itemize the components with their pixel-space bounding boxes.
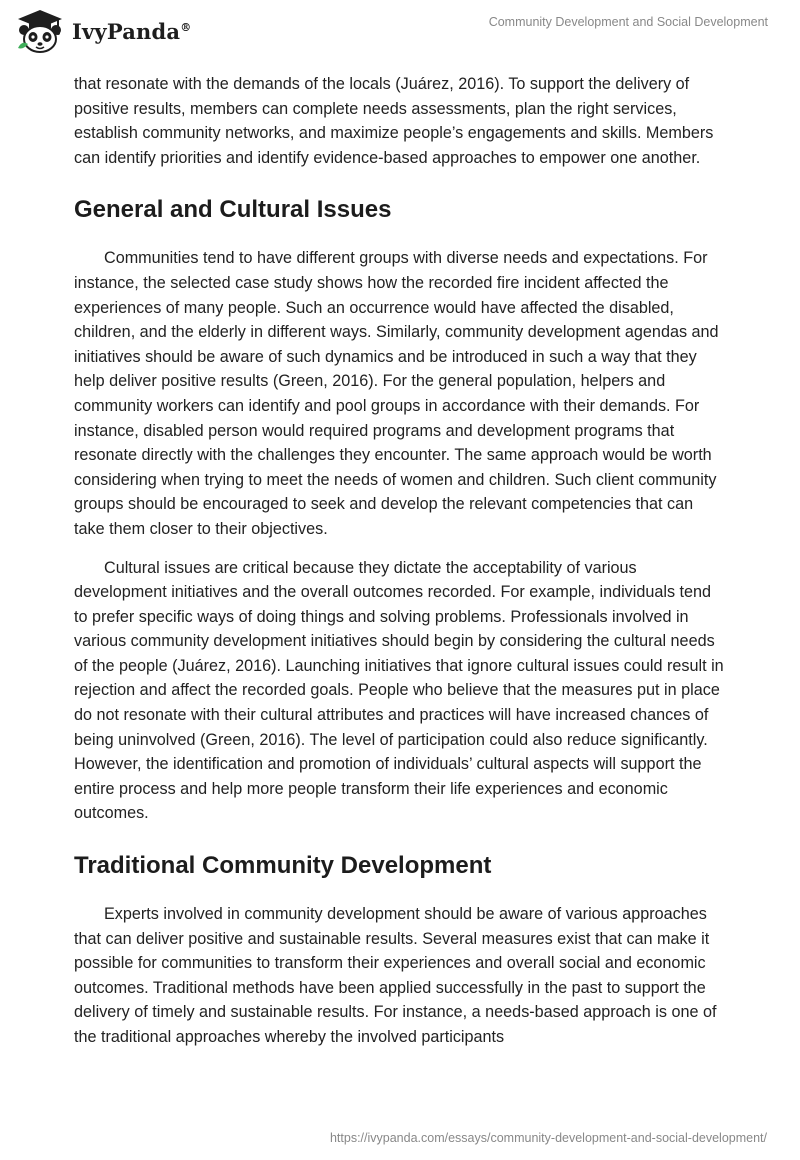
paragraph: Experts involved in community development should be aware of various approaches that can deliver positive and sustainable results. Several measures exist that can make it possible for communities to transform their experiences and overall social and economic outcomes. Traditional methods have been applied successfully in the past to support the delivery of timely and sustainable results. For instance, a needs-based approach is one of the traditional approaches whereby the involved participants bbox=[74, 905, 717, 1046]
document-title: Community Development and Social Development bbox=[488, 15, 768, 29]
paragraph: Cultural issues are critical because they dictate the acceptability of various development initiatives and the overall outcomes recorded. For example, individuals tend to prefer specific ways of doing things and solving problems. Professionals involved in various community development initiatives should begin by considering the cultural needs of the people (Juárez, 2016). Launching initiatives that ignore cultural issues could result in rejection and affect the recorded goals. People who believe that the measures put in place do not resonate with their cultural attributes and practices will have increased chances of being uninvolved (Green, 2016). The level of participation could also reduce significantly. However, the identification and promotion of individuals’ cultural aspects will support the entire process and help more people transform their life experiences and economic outcomes. bbox=[74, 558, 724, 823]
ivypanda-logo[interactable] bbox=[14, 8, 191, 54]
brand-name: IvyPanda® bbox=[72, 18, 192, 44]
paragraph: Communities tend to have different groups with diverse needs and expectations. For instance, the selected case study shows how the recorded fire incident affected the experiences of many people. Such an occurrence would have affected the disabled, children, and the elderly in different ways. Similarly, community development agendas and initiatives should be aware of such dynamics and be introduced in such a way that they help deliver positive results (Green, 2016). For the general population, helpers and community workers can identify and pool groups in accordance with their demands. For instance, disabled person would required programs and development programs that resonate directly with the challenges they encounter. The same approach would be worth considering when trying to meet the needs of women and children. Such client community groups should be encouraged to seek and develop the relevant competencies that can take them closer to their objectives. bbox=[74, 249, 719, 538]
section-heading-general-cultural: General and Cultural Issues bbox=[74, 196, 392, 224]
essay-body bbox=[74, 72, 724, 1064]
panda-graduate-icon bbox=[14, 8, 66, 54]
section-heading-traditional: Traditional Community Development bbox=[74, 852, 492, 880]
source-url[interactable]: https://ivypanda.com/essays/community-development-and-social-development/ bbox=[329, 1131, 767, 1145]
intro-paragraph: that resonate with the demands of the locals (Juárez, 2016). To support the delivery of positive results, members can complete needs assessments, plan the right services, establish community networks, and maximize people’s engagements and skills. Members can identify priorities and identify evidence-based approaches to empower one another. bbox=[74, 75, 714, 167]
page-header bbox=[0, 0, 800, 60]
